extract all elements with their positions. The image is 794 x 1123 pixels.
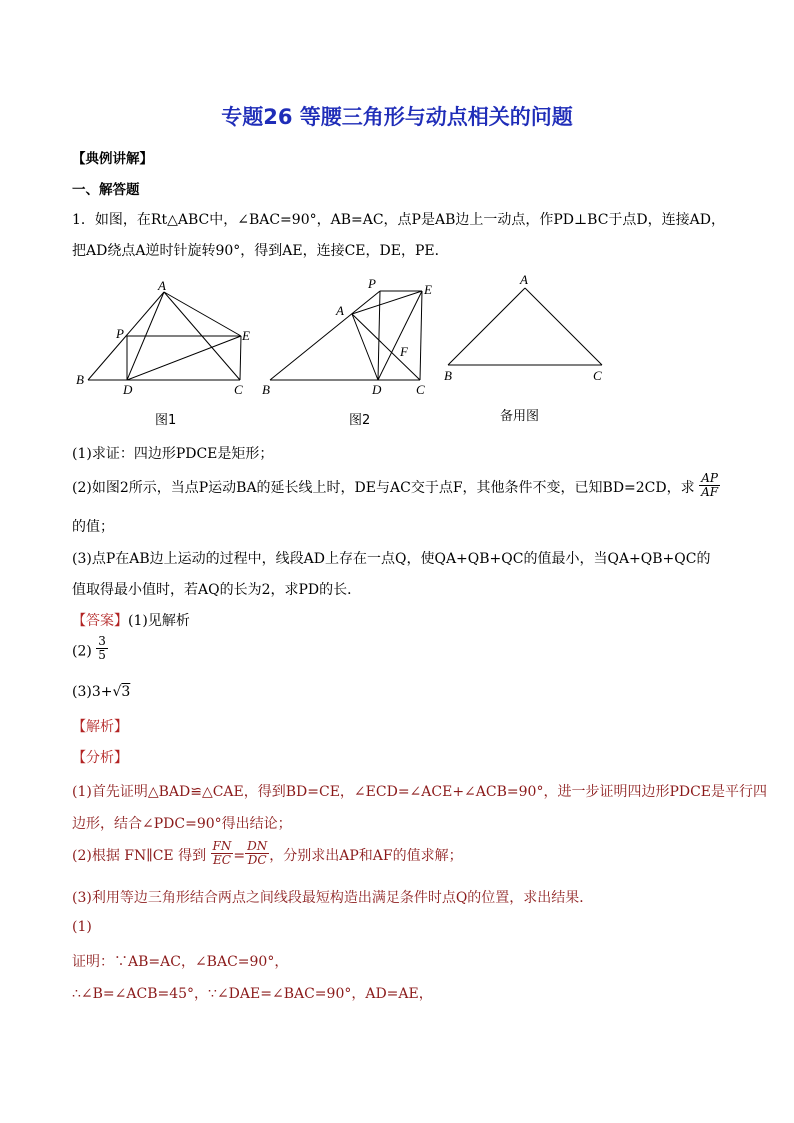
analysis-step-1-line-2: 边形，结合∠PDC=90°得出结论；	[72, 816, 292, 832]
answer-2-prefix: (2)	[72, 643, 92, 660]
part-heading: 一、解答题	[72, 182, 140, 198]
sqrt-symbol: √	[112, 684, 122, 700]
problem-line-2: 把AD绕点A逆时针旋转90°，得到AE，连接CE，DE，PE．	[72, 243, 449, 259]
fraction-denominator: DC	[247, 852, 267, 867]
question-2	[72, 470, 720, 499]
fig1-label-b: B	[76, 372, 84, 387]
fig2-label-p: P	[368, 276, 376, 291]
problem-line-1: 1．如图，在Rt△ABC中，∠BAC=90°，AB=AC，点P是AB边上一动点，作PD⊥BC于点D，连接AD，	[72, 212, 725, 228]
answer-label: 【答案】	[72, 613, 128, 629]
answer-line-1	[72, 610, 190, 630]
figure-1-caption: 图1	[155, 413, 177, 428]
fraction-denominator: AF	[701, 484, 719, 499]
proof-line-1: 证明：∵AB=AC，∠BAC=90°，	[72, 954, 289, 970]
fig3-label-b: B	[444, 368, 452, 383]
question-2-end: 的值；	[72, 519, 114, 535]
fraction-denominator: 5	[98, 648, 106, 662]
page-title: 专题26 等腰三角形与动点相关的问题	[221, 105, 573, 129]
analysis-label: 【解析】	[72, 719, 128, 735]
answer-3-radicand: 3	[121, 684, 131, 700]
fraction-numerator: AP	[699, 472, 720, 486]
fig1-label-d: D	[123, 382, 133, 397]
question-2-text: (2)如图2所示，当点P运动BA的延长线上时，DE与AC交于点F，其他条件不变，已知BD=2CD，求	[72, 480, 695, 496]
fig2-label-b: B	[262, 382, 270, 397]
analysis-step-1-line-1: (1)首先证明△BAD≌△CAE，得到BD=CE，∠ECD=∠ACE+∠ACB=90°，进一步证明四边形PDCE是平行四	[72, 784, 768, 800]
answer-line-3	[72, 684, 130, 700]
fraction-numerator: 3	[98, 634, 106, 648]
fig2-label-d: D	[372, 382, 382, 397]
figure-2	[270, 291, 422, 380]
fig1-label-p: P	[116, 326, 124, 341]
analysis-step-3: (3)利用等边三角形结合两点之间线段最短构造出满足条件时点Q的位置，求出结果．	[72, 890, 594, 906]
fraction-denominator: EC	[212, 852, 231, 867]
question-3-line-2: 值取得最小值时，若AQ的长为2，求PD的长．	[72, 582, 362, 598]
fraction-ap-af	[699, 472, 720, 499]
fraction-numerator: DN	[247, 838, 268, 853]
analysis-step-2-end: ，分别求出AP和AF的值求解；	[269, 848, 463, 864]
fig2-label-c: C	[416, 382, 425, 397]
question-1: (1)求证：四边形PDCE是矩形；	[72, 446, 274, 462]
geometry-figures	[70, 268, 630, 430]
equals-sign: =	[233, 848, 246, 864]
fig1-label-a: A	[158, 278, 166, 293]
answer-line-2	[72, 634, 108, 662]
fenxi-label: 【分析】	[72, 750, 128, 766]
fig3-label-a: A	[520, 272, 528, 287]
proof-part-1: (1)	[72, 919, 92, 935]
answer-1: (1)见解析	[128, 613, 190, 629]
fig1-label-e: E	[242, 328, 250, 343]
fig1-label-c: C	[234, 382, 243, 397]
fig2-label-a: A	[336, 303, 344, 318]
proof-line-2: ∴∠B=∠ACB=45°，∵∠DAE=∠BAC=90°，AD=AE，	[72, 986, 433, 1002]
analysis-step-2	[72, 838, 463, 867]
answer-2-fraction	[96, 635, 108, 662]
fig2-label-f: F	[400, 344, 408, 359]
fraction-fn-ec	[211, 840, 234, 867]
answer-3-prefix: (3)3+	[72, 684, 113, 700]
section-label: 【典例讲解】	[72, 151, 153, 167]
fraction-numerator: FN	[212, 838, 232, 853]
analysis-step-2-text: (2)根据 FN∥CE 得到	[72, 848, 207, 864]
figure-backup	[448, 288, 602, 365]
figure-1	[88, 292, 241, 380]
fig3-label-c: C	[593, 368, 602, 383]
question-3-line-1: (3)点P在AB边上运动的过程中，线段AD上存在一点Q，使QA+QB+QC的值最小，当QA+QB+QC的	[72, 551, 711, 567]
figure-backup-caption: 备用图	[500, 409, 540, 424]
figure-2-caption: 图2	[349, 413, 371, 428]
fraction-dn-dc	[245, 840, 269, 867]
fig2-label-e: E	[424, 282, 432, 297]
